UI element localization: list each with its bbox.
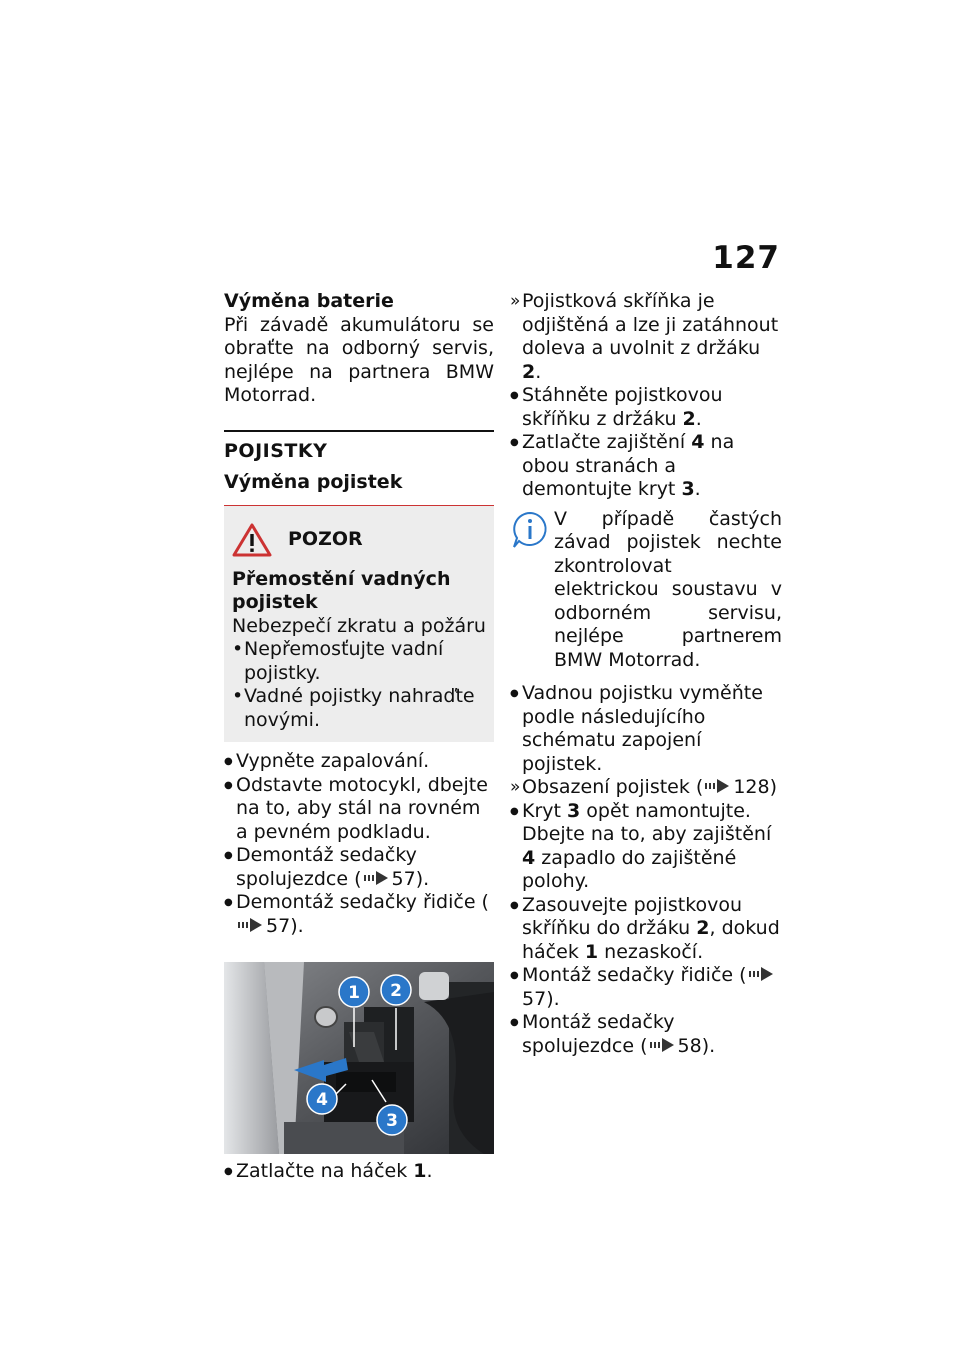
step-text: Dbejte na to, aby zajištění [522,823,772,845]
page-reference-arrow-icon [749,967,773,981]
warning-title: Přemostění vadných pojistek [232,567,451,613]
caption-text: Zatlačte na háček [236,1160,408,1182]
warning-box [224,506,494,743]
warning-item: • Nepřemosťujte vadní pojistky. [232,638,486,685]
battery-text: Při závadě akumulátoru se obraťte na odborný servis, nejlépe na partnera BMW Motorrad. [224,313,494,406]
step-text: Demontáž sedačky řidiče ( [236,891,489,913]
page-number: 127 [712,240,780,276]
step-text: opět namontujte. [586,799,751,822]
step-text: Vadnou pojistku vyměňte podle následujícího schématu zapojení pojistek. [522,682,763,775]
fuse-box-illustration [224,962,494,1154]
step-number: 3 [567,799,581,822]
subsection-title: Výměna pojistek [224,471,494,506]
section-title: POJISTKY [224,430,494,464]
step-number: 3 [681,478,695,500]
step-number: 2 [522,360,536,383]
step-number: 2 [682,407,696,430]
list-item [224,844,494,891]
page-reference-arrow-icon [364,871,388,885]
step-text: Montáž sedačky spolujezdce ( [522,1011,675,1057]
warning-list [232,638,486,732]
step-number: 2 [696,917,710,939]
left-column [224,290,494,1184]
step-text-end: ). [546,987,560,1010]
fuse-box-photo [224,962,494,1154]
step-text-end: ). [290,914,304,937]
list-item [510,682,782,776]
step-text: Zasouvejte pojistkovou skříňku do držáku [522,893,743,939]
list-item [510,894,782,965]
callout-4: 4 [316,1090,328,1110]
list-item [510,776,782,800]
step-text: Stáhněte pojistkovou skříňku z držáku [522,384,723,430]
page-reference[interactable]: 57 [522,987,547,1010]
step-text: Zatlačte zajištění [522,431,686,453]
step-text: Odstavte motocykl, dbejte na to, aby stál na rovném a pevném podkladu. [236,773,488,843]
callout-3: 3 [386,1111,398,1131]
info-text: V případě častých závad pojistek nechte zkontrolovat elektrickou soustavu v odborném servisu, nejlépe partnerem BMW Motorrad. [554,507,782,671]
caption-list [224,1160,494,1184]
step-text-end: ). [415,867,430,890]
right-column [510,290,782,1058]
page-reference[interactable]: 58 [677,1034,702,1057]
step-text: na obou stranách a demontujte kryt [522,431,735,500]
list-item [224,774,494,845]
step-text-end: ). [701,1034,716,1057]
page-reference-arrow-icon [650,1038,674,1052]
step-text: Demontáž sedačky spolujezdce ( [236,844,417,890]
page-reference-arrow-icon [705,779,729,793]
list-item: » Pojistková skříňka je odjištěná a lze ji zatáhnout doleva a uvolnit z držáku 2. [510,290,782,384]
step-text: Obsazení pojistek ( [522,776,704,798]
warning-header [232,520,486,560]
step-number: 1 [584,940,599,963]
info-note [510,508,782,673]
list-item: ● Stáhněte pojistkovou skříňku z držáku 2. [510,384,782,431]
step-text: zapadlo do zajištěné polohy. [522,846,737,892]
list-item [224,750,494,774]
right-steps-list-2 [510,682,782,1058]
warning-signal-word: POZOR [288,527,363,550]
steps-list [224,750,494,938]
info-icon [510,510,550,550]
page-reference[interactable]: 128 [733,776,770,798]
step-text: Montáž sedačky řidiče ( [522,964,747,986]
right-steps-list [510,290,782,502]
battery-heading: Výměna baterie [224,290,394,312]
caption-end: . [426,1160,433,1182]
list-item [510,964,782,1011]
caption-number: 1 [413,1160,427,1182]
warning-triangle-icon [232,523,272,557]
warning-text: Nebezpečí zkratu a požáru [232,614,486,637]
step-text: Kryt [522,799,561,822]
list-item: ● Zatlačte zajištění 4 na obou stranách a demontujte kryt 3. [510,431,782,502]
page-reference[interactable]: 57 [266,914,291,937]
step-text: , dokud háček [522,917,780,963]
step-text: nezaskočí. [604,940,704,963]
page-reference-arrow-icon [238,918,262,932]
step-number: 4 [691,431,705,453]
warning-item: • Vadné pojistky nahraďte novými. [232,685,486,732]
list-item [224,1160,494,1184]
step-text-end: ) [769,776,778,798]
step-text: Vypněte zapalování. [236,750,430,772]
step-number: 4 [522,846,536,869]
list-item [224,891,494,938]
list-item [510,800,782,894]
callout-1: 1 [348,983,360,1003]
list-item [510,1011,782,1058]
step-text: Pojistková skříňka je odjištěná a lze ji zatáhnout doleva a uvolnit z držáku [522,290,779,359]
page-reference[interactable]: 57 [391,867,416,890]
callout-2: 2 [390,981,402,1001]
